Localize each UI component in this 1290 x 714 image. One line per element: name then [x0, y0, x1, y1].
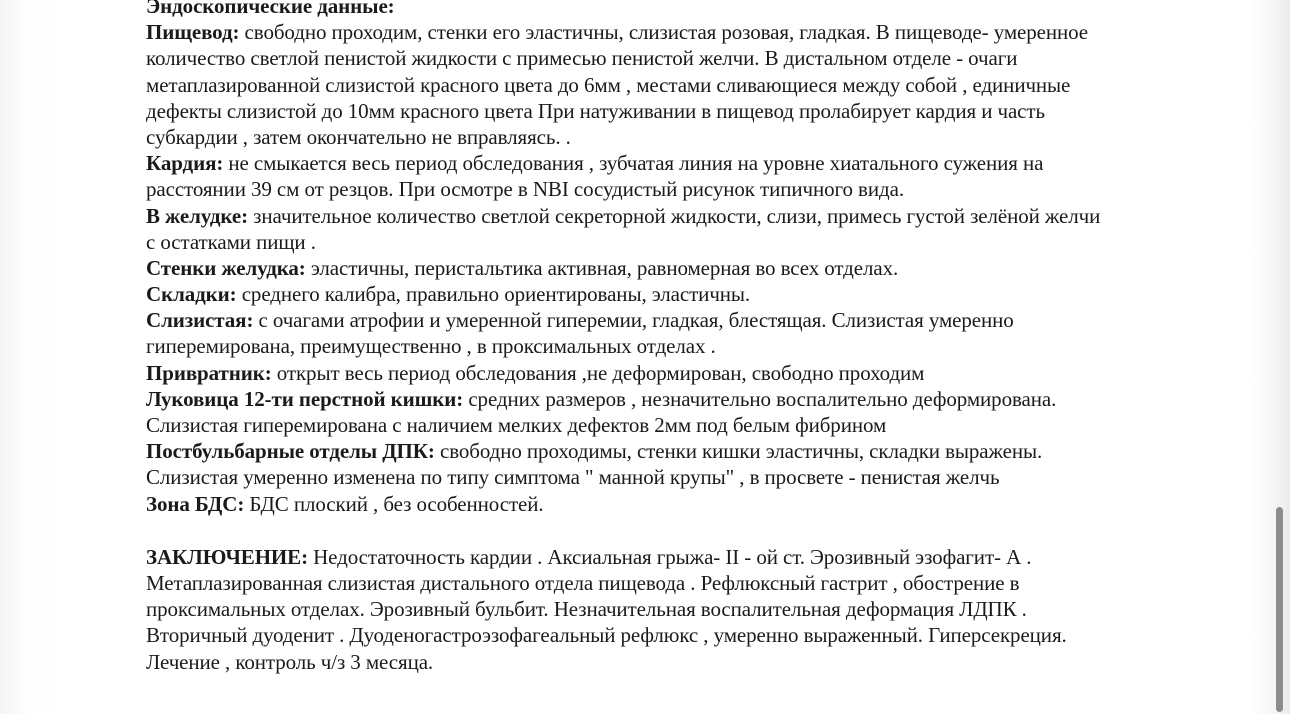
document-text [146, 0, 1256, 675]
vertical-scrollbar[interactable] [1274, 0, 1290, 714]
postbulbar-text-1: свободно проходимы, стенки кишки эластичны, складки выражены. [434, 439, 1043, 464]
pylorus-label: Привратник: [146, 360, 272, 385]
conclusion-line-3: проксимальных отделах. Эрозивный бульбит. Незначительная воспалительная деформация ЛДПК . [146, 597, 1027, 622]
esophagus-line-3: метаплазированной слизистой красного цвета до 6мм , местами сливающиеся между собой , единичные [146, 72, 1071, 97]
conclusion-line-1 [146, 544, 1256, 570]
stomach-walls-text: эластичны, перистальтика активная, равномерная во всех отделах. [305, 255, 899, 280]
bulb-line-2: Слизистая гиперемирована с наличием мелких дефектов 2мм под белым фибрином [146, 413, 887, 437]
bulb-text-1: средних размеров , незначительно воспалительно деформирована. [463, 386, 1057, 411]
bulb-label: Луковица 12-ти перстной кишки: [146, 386, 464, 411]
conclusion-text-1: Недостаточность кардии . Аксиальная грыжа- II - ой ст. Эрозивный эзофагит- А . [307, 544, 1032, 569]
conclusion-line-4: Вторичный дуоденит . Дуоденогастроэзофагеальный рефлюкс , умеренно выраженный. Гиперсекреция. [146, 623, 1067, 648]
bulb-line-1 [146, 386, 1256, 412]
postbulbar-line-2: Слизистая умеренно изменена по типу симптома " манной крупы" , в просвете - пенистая желчь [146, 465, 1000, 490]
stomach-line-1 [146, 203, 1256, 229]
cardia-line-1 [146, 150, 1256, 176]
pylorus-text: открыт весь период обследования ,не деформирован, свободно проходим [271, 360, 925, 385]
folds-text: среднего калибра, правильно ориентированы, эластичны. [236, 282, 751, 307]
folds-label: Складки: [146, 282, 237, 307]
mucosa-label: Слизистая: [146, 308, 254, 333]
stomach-walls-label: Стенки желудка: [146, 255, 306, 280]
stomach-label: В желудке: [146, 203, 249, 228]
stomach-walls-line [146, 255, 1256, 281]
scrollbar-thumb[interactable] [1276, 507, 1283, 712]
stomach-line-2: с остатками пищи . [146, 229, 316, 254]
esophagus-text-1: свободно проходим, стенки его эластичны, слизистая розовая, гладкая. В пищеводе- умеренное [239, 20, 1089, 45]
esophagus-line-5: субкардии , затем окончательно не вправляясь. . [146, 124, 571, 149]
papilla-line [146, 491, 1256, 517]
esophagus-line-4: дефекты слизистой до 10мм красного цвета При натуживании в пищевод пролабирует кардия и часть [146, 98, 1045, 123]
papilla-text: БДС плоский , без особенностей. [244, 491, 544, 516]
conclusion-line-2: Метаплазированная слизистая дистального отдела пищевода . Рефлюксный гастрит , обострение в [146, 570, 1020, 595]
folds-line [146, 281, 1256, 307]
postbulbar-label: Постбульбарные отделы ДПК: [146, 439, 435, 464]
postbulbar-line-1 [146, 438, 1256, 464]
paragraph-gap [146, 517, 1256, 544]
papilla-label: Зона БДС: [146, 491, 245, 516]
cardia-line-2: расстоянии 39 см от резцов. При осмотре в NBI сосудистый рисунок типичного вида. [146, 177, 904, 202]
conclusion-line-5: Лечение , контроль ч/з 3 месяца. [146, 649, 434, 674]
cardia-text-1: не смыкается весь период обследования , зубчатая линия на уровне хиатального сужения на [223, 151, 1044, 176]
esophagus-line-2: количество светлой пенистой жидкости с примесью пенистой желчи. В дистальном отделе - очаги [146, 46, 1018, 71]
mucosa-text-1: с очагами атрофии и умеренной гиперемии, гладкая, блестящая. Слизистая умеренно [253, 308, 1014, 333]
esophagus-line-1 [146, 19, 1256, 45]
section-heading: Эндоскопические данные: [146, 0, 395, 18]
mucosa-line-2: гиперемирована, преимущественно , в проксимальных отделах . [146, 334, 716, 359]
cardia-label: Кардия: [146, 151, 224, 176]
mucosa-line-1 [146, 307, 1256, 333]
pylorus-line [146, 360, 1256, 386]
esophagus-label: Пищевод: [146, 20, 240, 45]
conclusion-label: ЗАКЛЮЧЕНИЕ: [146, 544, 308, 569]
stomach-text-1: значительное количество светлой секреторной жидкости, слизи, примесь густой зелёной желчи [248, 203, 1101, 228]
